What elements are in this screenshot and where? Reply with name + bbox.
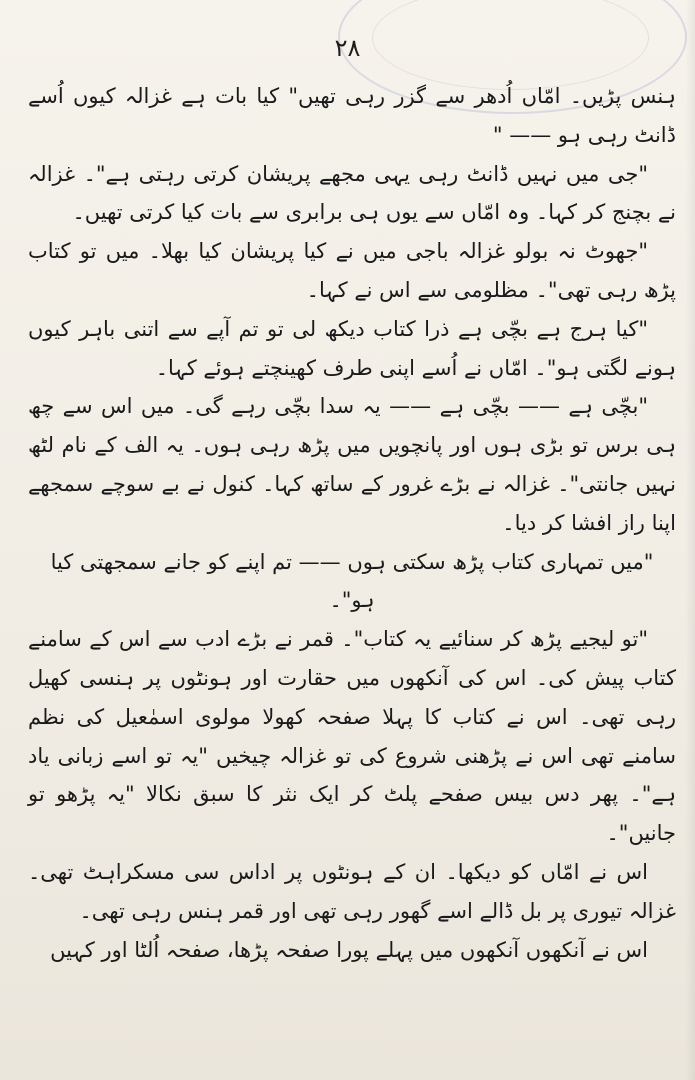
paragraph: "میں تمہاری کتاب پڑھ سکتی ہوں —— تم اپنے کو جانے سمجھتی کیا ہو"۔ — [50, 549, 654, 613]
paragraph: "جی میں نہیں ڈانٹ رہی یہی مجھے پریشان کرتی رہتی ہے"۔ غزالہ نے بچنج کر کہا۔ وہ امّاں سے یوں ہی برابری سے بات کیا کرتی تھیں۔ — [28, 161, 676, 225]
paragraph: ہنس پڑیں۔ امّاں اُدھر سے گزر رہی تھیں" کیا بات ہے غزالہ کیوں اُسے ڈانٹ رہی ہو —— " — [28, 84, 676, 147]
paragraph: "جھوٹ نہ بولو غزالہ باجی میں نے کیا پریشان کیا بھلا۔ میں تو کتاب پڑھ رہی تھی"۔ مظلومی سے اس نے کہا۔ — [28, 239, 676, 302]
page-number: ۲۸ — [334, 34, 361, 62]
paragraph: "کیا ہرج ہے بچّی ہے ذرا کتاب دیکھ لی تو تم آپے سے اتنی باہر کیوں ہونے لگتی ہو"۔ امّاں نے اُسے اپنی طرف کھینچتے ہوئے کہا۔ — [28, 316, 676, 380]
page-body-text — [28, 77, 676, 1057]
paragraph: اس نے آنکھوں آنکھوں میں پہلے پورا صفحہ پڑھا، صفحہ اُلٹا اور کہیں — [50, 937, 648, 962]
paragraph: اس نے امّاں کو دیکھا۔ ان کے ہونٹوں پر اداس سی مسکراہٹ تھی۔ غزالہ تیوری پر بل ڈالے اسے گھور رہی تھی اور قمر ہنس رہی تھی۔ — [28, 859, 676, 923]
paragraph: "بچّی ہے —— بچّی ہے —— یہ سدا بچّی رہے گی۔ میں اس سے چھ ہی برس تو بڑی ہوں اور پانچویں میں پڑھ رہی ہوں۔ یہ الف کے نام لٹھ نہیں جانتی"۔ غزالہ نے بڑے غرور کے ساتھ کہا۔ کنول نے بے سوچے سمجھے اپنا راز افشا کر دیا۔ — [28, 394, 676, 535]
paragraph: "تو لیجیے پڑھ کر سنائیے یہ کتاب"۔ قمر نے بڑے ادب سے اس کے سامنے کتاب پیش کی۔ اس کی آنکھوں میں حقارت اور ہونٹوں پر ہنسی کھیل رہی تھی۔ اس نے کتاب کا پہلا صفحہ کھولا مولوی اسمٰعیل کی نظم سامنے تھی اس نے پڑھنی شروع کی تو غزالہ چیخیں "یہ تو اسے زبانی یاد ہے"۔ پھر دس بیس صفحے پلٹ کر ایک نثر کا سبق نکالا "یہ پڑھو تو جانیں"۔ — [28, 627, 676, 846]
page-edge-shadow — [685, 0, 695, 1080]
